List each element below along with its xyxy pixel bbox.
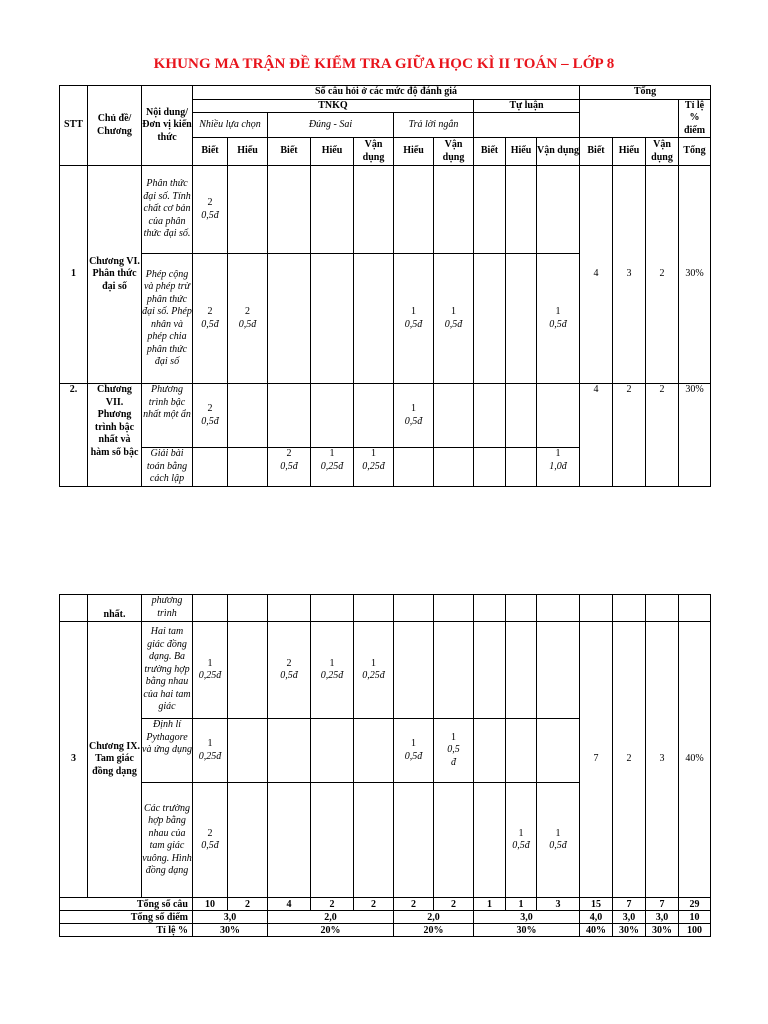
header-van-dung: Vận dụng (646, 138, 679, 166)
header-van-dung: Vận dụng (434, 138, 474, 166)
header-van-dung: Vận dụng (537, 138, 580, 166)
header-biet: Biết (193, 138, 228, 166)
summary-cell: 2 (354, 898, 394, 911)
matrix-table-part-1 (59, 85, 711, 487)
cell-value: 1 0,5đ (394, 254, 434, 384)
cell-value: 2 0,5đ (193, 384, 228, 448)
total-van-dung: 3 (646, 622, 679, 898)
summary-cell: 2,0 (268, 911, 394, 924)
cell-value: 1 0,25đ (193, 719, 228, 783)
cell-empty (434, 448, 474, 487)
summary-cell: 20% (268, 924, 394, 937)
cell-empty (60, 595, 88, 622)
cell-empty (354, 719, 394, 783)
row-chu-de: Chương VII. Phương trình bậc nhất và hàm số bậc (88, 384, 142, 487)
cell-value: 1 0,5đ (537, 254, 580, 384)
row-noi-dung: Phân thức đại số. Tính chất cơ bản của phân thức đại số. (142, 166, 193, 254)
cell-empty (354, 595, 394, 622)
summary-cell: 2 (434, 898, 474, 911)
cell-value: 2 0,5đ (228, 254, 268, 384)
cell-empty (646, 595, 679, 622)
header-hieu: Hiểu (506, 138, 537, 166)
header-so-cau-hoi: Số câu hỏi ở các mức độ đánh giá (193, 86, 580, 100)
cell-empty (311, 384, 354, 448)
cell-empty (228, 783, 268, 898)
cell-empty (228, 595, 268, 622)
summary-cell: 7 (646, 898, 679, 911)
cell-value: 1 0,25đ (193, 622, 228, 719)
summary-cell: 30% (613, 924, 646, 937)
cell-value: 1 0,5đ (394, 719, 434, 783)
cell-empty (474, 166, 506, 254)
summary-cell: 30% (646, 924, 679, 937)
cell-empty (311, 783, 354, 898)
row-noi-dung: Các trường hợp bằng nhau của tam giác vuông. Hình đồng dạng (142, 783, 193, 898)
total-van-dung: 2 (646, 384, 679, 487)
summary-cell: 2 (311, 898, 354, 911)
cell-empty (580, 595, 613, 622)
cell-value: 1 0,5đ (506, 783, 537, 898)
header-tu-luan-blank (474, 113, 580, 138)
cell-empty (394, 783, 434, 898)
cell-empty (311, 595, 354, 622)
cell-empty (394, 622, 434, 719)
total-biet: 4 (580, 166, 613, 384)
cell-value: 1 0,5đ (434, 254, 474, 384)
cell-empty (311, 166, 354, 254)
cell-empty (506, 384, 537, 448)
cell-empty (474, 448, 506, 487)
header-chu-de: Chủ đề/ Chương (88, 86, 142, 166)
summary-cell: 1 (474, 898, 506, 911)
header-hieu: Hiểu (228, 138, 268, 166)
cell-empty (311, 254, 354, 384)
cell-value: 1 1,0đ (537, 448, 580, 487)
total-biet: 7 (580, 622, 613, 898)
header-hieu: Hiểu (394, 138, 434, 166)
cell-empty (506, 448, 537, 487)
cell-empty (268, 166, 311, 254)
cell-empty (268, 384, 311, 448)
header-stt: STT (60, 86, 88, 166)
cell-empty (434, 622, 474, 719)
cell-empty (474, 719, 506, 783)
cell-empty (537, 622, 580, 719)
total-biet: 4 (580, 384, 613, 487)
row-noi-dung: Định lí Pythagore và ứng dụng (142, 719, 193, 783)
summary-cell: 15 (580, 898, 613, 911)
cell-empty (506, 719, 537, 783)
cell-empty (228, 448, 268, 487)
summary-cell: 30% (474, 924, 580, 937)
matrix-table-part-2 (59, 594, 711, 937)
summary-cell: 100 (679, 924, 711, 937)
cell-empty (537, 719, 580, 783)
cell-value: 2 0,5đ (268, 622, 311, 719)
summary-cell: 1 (506, 898, 537, 911)
header-ti-le: Tỉ lệ % điểm (679, 99, 711, 138)
cell-empty (268, 719, 311, 783)
header-hieu: Hiểu (311, 138, 354, 166)
header-van-dung: Vận dụng (354, 138, 394, 166)
cell-empty (537, 166, 580, 254)
header-tnkq: TNKQ (193, 99, 474, 113)
header-nhieu-lua-chon: Nhiều lựa chọn (193, 113, 268, 138)
header-tra-loi-ngan: Trả lời ngắn (394, 113, 474, 138)
header-biet: Biết (580, 138, 613, 166)
cell-empty (434, 384, 474, 448)
cell-value: 1 0,25đ (354, 448, 394, 487)
cell-empty (228, 622, 268, 719)
cell-empty (679, 595, 711, 622)
cell-empty (228, 166, 268, 254)
summary-label-tong-so-diem: Tổng số điểm (60, 911, 193, 924)
total-ti-le: 40% (679, 622, 711, 898)
total-ti-le: 30% (679, 384, 711, 487)
cell-value: 2 0,5đ (193, 166, 228, 254)
header-biet: Biết (268, 138, 311, 166)
cell-empty (506, 166, 537, 254)
header-dung-sai: Đúng - Sai (268, 113, 394, 138)
header-tong: Tổng (580, 86, 711, 100)
row-chu-de: Chương VI. Phân thức đại số (88, 166, 142, 384)
cell-empty (394, 448, 434, 487)
summary-cell: 3,0 (474, 911, 580, 924)
cell-empty (394, 595, 434, 622)
header-hieu: Hiểu (613, 138, 646, 166)
page-title: KHUNG MA TRẬN ĐỀ KIỂM TRA GIỮA HỌC KÌ II TOÁN – LỚP 8 (153, 56, 615, 72)
cell-value: 1 0,25đ (354, 622, 394, 719)
row-stt: 2. (60, 384, 88, 487)
cell-empty (228, 384, 268, 448)
cell-empty (268, 595, 311, 622)
cell-empty (434, 783, 474, 898)
cell-value: 2 0,5đ (193, 254, 228, 384)
header-tong-col: Tổng (679, 138, 711, 166)
row-chu-de: Chương IX. Tam giác đồng dạng (88, 622, 142, 898)
cell-value: 1 0,25đ (311, 448, 354, 487)
cell-empty (193, 595, 228, 622)
cell-empty (268, 254, 311, 384)
total-hieu: 3 (613, 166, 646, 384)
cell-value: 2 0,5đ (268, 448, 311, 487)
summary-cell: 40% (580, 924, 613, 937)
cell-empty (506, 595, 537, 622)
summary-cell: 2,0 (394, 911, 474, 924)
header-tong-blank (580, 99, 679, 138)
cell-empty (354, 384, 394, 448)
summary-cell: 2 (394, 898, 434, 911)
cell-empty (474, 254, 506, 384)
cell-value: 1 0,5đ (537, 783, 580, 898)
row-noi-dung: Giải bài toán bằng cách lập (142, 448, 193, 487)
summary-cell: 3 (537, 898, 580, 911)
row-stt: 3 (60, 622, 88, 898)
cell-empty (228, 719, 268, 783)
summary-cell: 4,0 (580, 911, 613, 924)
cell-value: 1 0,5 đ (434, 719, 474, 783)
cell-empty (354, 166, 394, 254)
summary-cell: 10 (193, 898, 228, 911)
cell-empty (434, 595, 474, 622)
cell-empty (394, 166, 434, 254)
cell-empty (474, 622, 506, 719)
header-tu-luan: Tự luận (474, 99, 580, 113)
cell-empty (474, 595, 506, 622)
header-noi-dung: Nội dung/ Đơn vị kiến thức (142, 86, 193, 166)
row-chu-de-cont: nhất. (88, 595, 142, 622)
cell-empty (268, 783, 311, 898)
total-van-dung: 2 (646, 166, 679, 384)
summary-cell: 3,0 (613, 911, 646, 924)
cell-empty (193, 448, 228, 487)
cell-empty (537, 384, 580, 448)
summary-cell: 7 (613, 898, 646, 911)
summary-cell: 4 (268, 898, 311, 911)
row-stt: 1 (60, 166, 88, 384)
cell-empty (311, 719, 354, 783)
summary-cell: 2 (228, 898, 268, 911)
summary-label-ti-le: Tỉ lệ % (60, 924, 193, 937)
cell-empty (506, 622, 537, 719)
row-noi-dung: Phương trình bậc nhất một ẩn (142, 384, 193, 448)
total-ti-le: 30% (679, 166, 711, 384)
summary-cell: 20% (394, 924, 474, 937)
row-noi-dung-cont: phương trình (142, 595, 193, 622)
cell-empty (474, 384, 506, 448)
cell-empty (506, 254, 537, 384)
cell-empty (434, 166, 474, 254)
cell-empty (537, 595, 580, 622)
summary-label-tong-so-cau: Tổng số câu (60, 898, 193, 911)
summary-cell: 10 (679, 911, 711, 924)
cell-value: 2 0,5đ (193, 783, 228, 898)
summary-cell: 3,0 (193, 911, 268, 924)
cell-empty (474, 783, 506, 898)
cell-empty (354, 254, 394, 384)
total-hieu: 2 (613, 384, 646, 487)
cell-empty (354, 783, 394, 898)
header-biet: Biết (474, 138, 506, 166)
summary-cell: 3,0 (646, 911, 679, 924)
cell-empty (613, 595, 646, 622)
row-noi-dung: Hai tam giác đồng dạng. Ba trường hợp bằng nhau của hai tam giác (142, 622, 193, 719)
cell-value: 1 0,5đ (394, 384, 434, 448)
total-hieu: 2 (613, 622, 646, 898)
summary-cell: 30% (193, 924, 268, 937)
summary-cell: 29 (679, 898, 711, 911)
row-noi-dung: Phép cộng và phép trừ phân thức đại số. Phép nhân và phép chia phân thức đại số (142, 254, 193, 384)
cell-value: 1 0,25đ (311, 622, 354, 719)
